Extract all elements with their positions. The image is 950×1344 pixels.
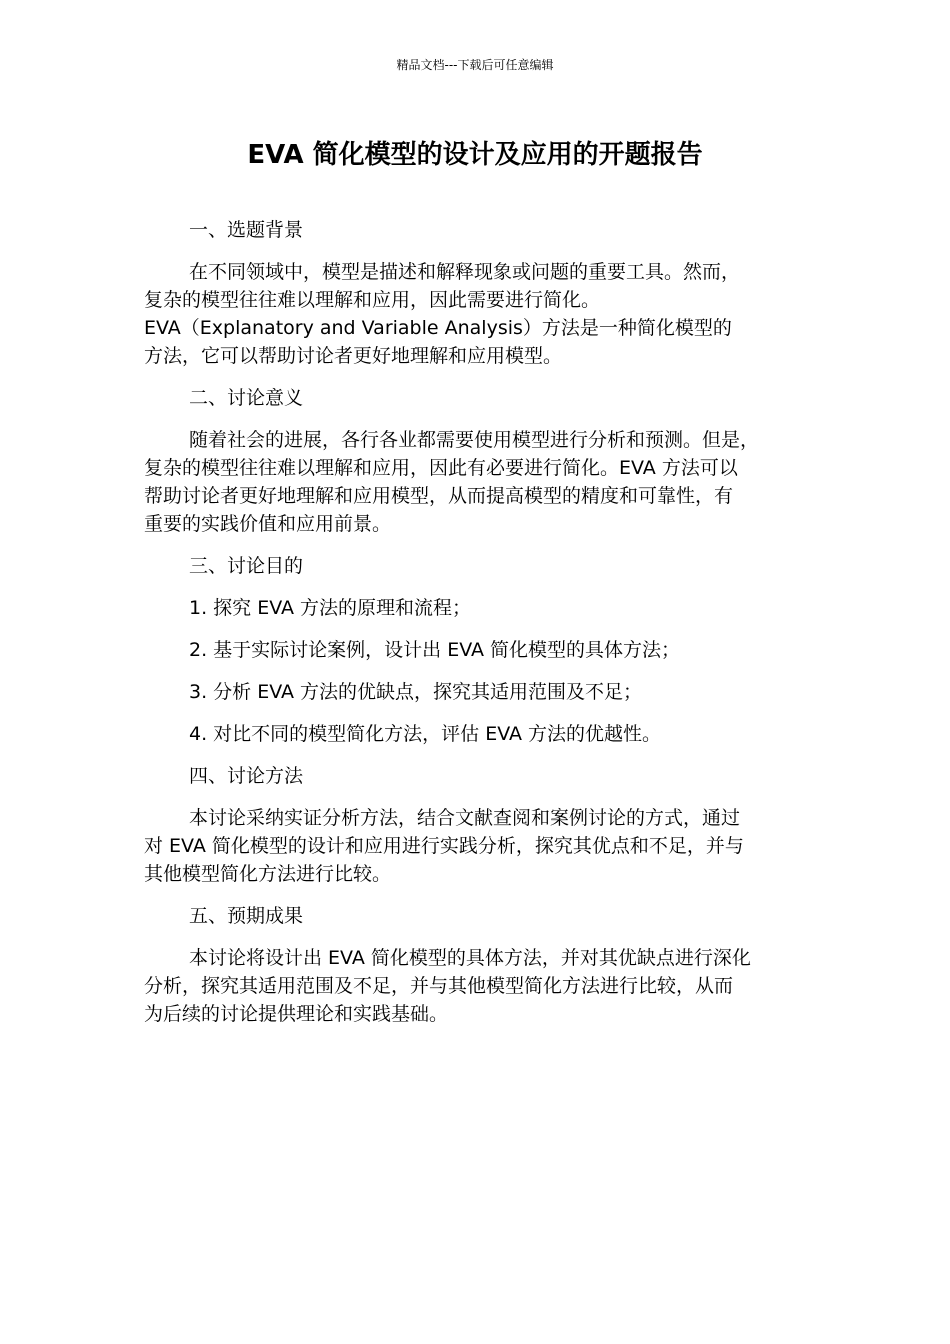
objective-item: 3. 分析 EVA 方法的优缺点，探究其适用范围及不足； — [189, 681, 643, 703]
objective-item: 4. 对比不同的模型简化方法，评估 EVA 方法的优越性。 — [189, 723, 662, 745]
paragraph-line: 对 EVA 简化模型的设计和应用进行实践分析，探究其优点和不足，并与 — [144, 835, 744, 857]
paragraph-line: 本讨论将设计出 EVA 简化模型的具体方法，并对其优缺点进行深化 — [189, 947, 751, 969]
objective-item: 1. 探究 EVA 方法的原理和流程； — [189, 597, 472, 619]
paragraph-line: 复杂的模型往往难以理解和应用，因此需要进行简化。 — [144, 289, 601, 311]
paragraph-line: EVA（Explanatory and Variable Analysis）方法是一种简化模型的 — [144, 317, 732, 339]
section-heading-significance: 二、讨论意义 — [189, 387, 304, 409]
paragraph-line: 其他模型简化方法进行比较。 — [144, 863, 392, 885]
section-paragraph-outcomes — [144, 944, 804, 1028]
section-paragraph-background — [144, 258, 804, 370]
paragraph-line: 复杂的模型往往难以理解和应用，因此有必要进行简化。EVA 方法可以 — [144, 457, 738, 479]
paragraph-line: 为后续的讨论提供理论和实践基础。 — [144, 1003, 449, 1025]
paragraph-line: 分析，探究其适用范围及不足，并与其他模型简化方法进行比较，从而 — [144, 975, 734, 997]
section-heading-objectives: 三、讨论目的 — [189, 555, 304, 577]
paragraph-line: 在不同领域中，模型是描述和解释现象或问题的重要工具。然而， — [189, 261, 741, 283]
section-heading-background: 一、选题背景 — [189, 219, 304, 241]
document-body — [144, 216, 804, 1042]
objective-item: 2. 基于实际讨论案例，设计出 EVA 简化模型的具体方法； — [189, 639, 681, 661]
paragraph-line: 随着社会的进展，各行各业都需要使用模型进行分析和预测。但是， — [189, 429, 760, 451]
section-heading-outcomes: 五、预期成果 — [189, 905, 304, 927]
paragraph-line: 帮助讨论者更好地理解和应用模型，从而提高模型的精度和可靠性，有 — [144, 485, 734, 507]
paragraph-line: 方法，它可以帮助讨论者更好地理解和应用模型。 — [144, 345, 563, 367]
section-paragraph-significance — [144, 426, 804, 538]
paragraph-line: 本讨论采纳实证分析方法，结合文献查阅和案例讨论的方式，通过 — [189, 807, 741, 829]
document-title: EVA 简化模型的设计及应用的开题报告 — [247, 140, 703, 170]
paragraph-line: 重要的实践价值和应用前景。 — [144, 513, 392, 535]
section-paragraph-methods — [144, 804, 804, 888]
page-header: 精品文档---下载后可任意编辑 — [396, 58, 554, 72]
section-heading-methods: 四、讨论方法 — [189, 765, 304, 787]
